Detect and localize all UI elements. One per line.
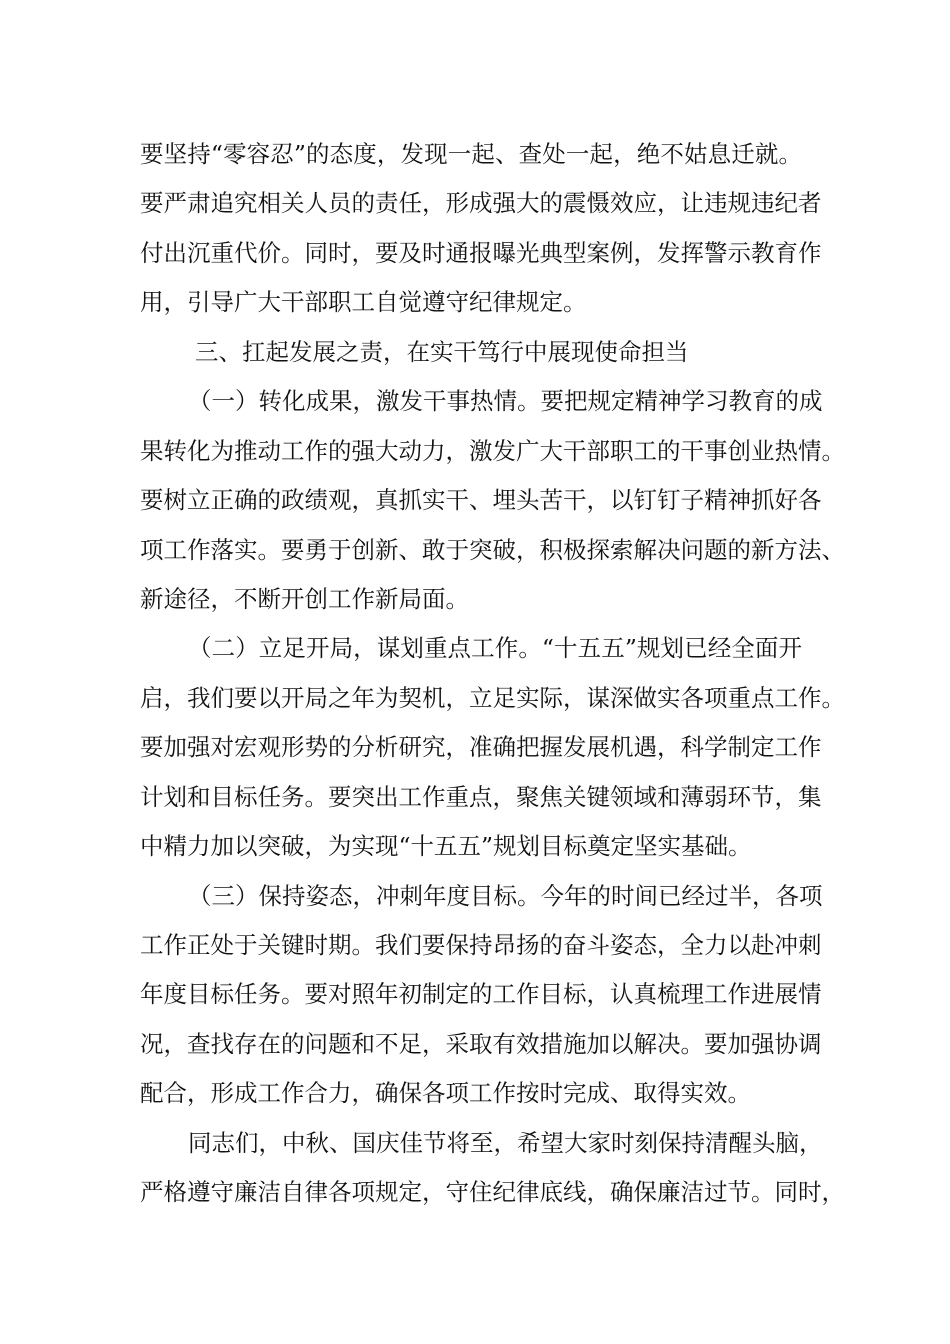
document-page <box>140 130 845 1218</box>
paragraph-subsection-3 <box>140 872 823 1119</box>
section-heading-3 <box>140 328 802 377</box>
text-line: 年度目标任务。要对照年初制定的工作目标，认真梳理工作进展情 <box>140 980 822 1009</box>
text-line: 要严肃追究相关人员的责任，形成强大的震慑效应，让违规违纪者 <box>140 189 822 218</box>
text-line: 要树立正确的政绩观，真抓实干、埋头苦干，以钉钉子精神抓好各 <box>140 486 822 515</box>
paragraph-subsection-2 <box>140 624 845 871</box>
heading-line: 三、扛起发展之责，在实干笃行中展现使命担当 <box>195 337 689 366</box>
text-line: 计划和目标任务。要突出工作重点，聚焦关键领域和薄弱环节，集 <box>140 782 822 811</box>
text-line: 果转化为推动工作的强大动力，激发广大干部职工的干事创业热情。 <box>140 436 845 465</box>
paragraph-discipline-enforcement <box>140 130 822 328</box>
text-line: 况，查找存在的问题和不足，采取有效措施加以解决。要加强协调 <box>140 1029 822 1058</box>
text-line: （二）立足开局，谋划重点工作。“十五五”规划已经全面开 <box>188 634 802 663</box>
text-line: 工作正处于关键时期。我们要保持昂扬的奋斗姿态，全力以赴冲刺 <box>140 931 822 959</box>
text-line: （三）保持姿态，冲刺年度目标。今年的时间已经过半，各项 <box>188 881 823 910</box>
text-line: 要坚持“零容忍”的态度，发现一起、查处一起，绝不姑息迁就。 <box>140 140 802 168</box>
text-line: （一）转化成果，激发干事热情。要把规定精神学习教育的成 <box>188 387 823 416</box>
text-line: 用，引导广大干部职工自觉遵守纪律规定。 <box>140 288 587 317</box>
text-line: 同志们，中秋、国庆佳节将至，希望大家时刻保持清醒头脑， <box>188 1128 823 1157</box>
text-line: 启，我们要以开局之年为契机，立足实际，谋深做实各项重点工作。 <box>140 683 845 712</box>
text-line: 配合，形成工作合力，确保各项工作按时完成、取得实效。 <box>140 1079 751 1108</box>
paragraph-closing <box>140 1119 845 1218</box>
text-line: 要加强对宏观形势的分析研究，准确把握发展机遇，科学制定工作 <box>140 733 822 762</box>
paragraph-subsection-1 <box>140 377 845 624</box>
text-line: 付出沉重代价。同时，要及时通报曝光典型案例，发挥警示教育作 <box>140 238 822 267</box>
text-line: 严格遵守廉洁自律各项规定，守住纪律底线，确保廉洁过节。同时， <box>140 1178 845 1207</box>
text-line: 项工作落实。要勇于创新、敢于突破，积极探索解决问题的新方法、 <box>140 535 845 564</box>
text-line: 中精力加以突破，为实现“十五五”规划目标奠定坚实基础。 <box>140 832 752 861</box>
text-line: 新途径，不断开创工作新局面。 <box>140 584 469 613</box>
